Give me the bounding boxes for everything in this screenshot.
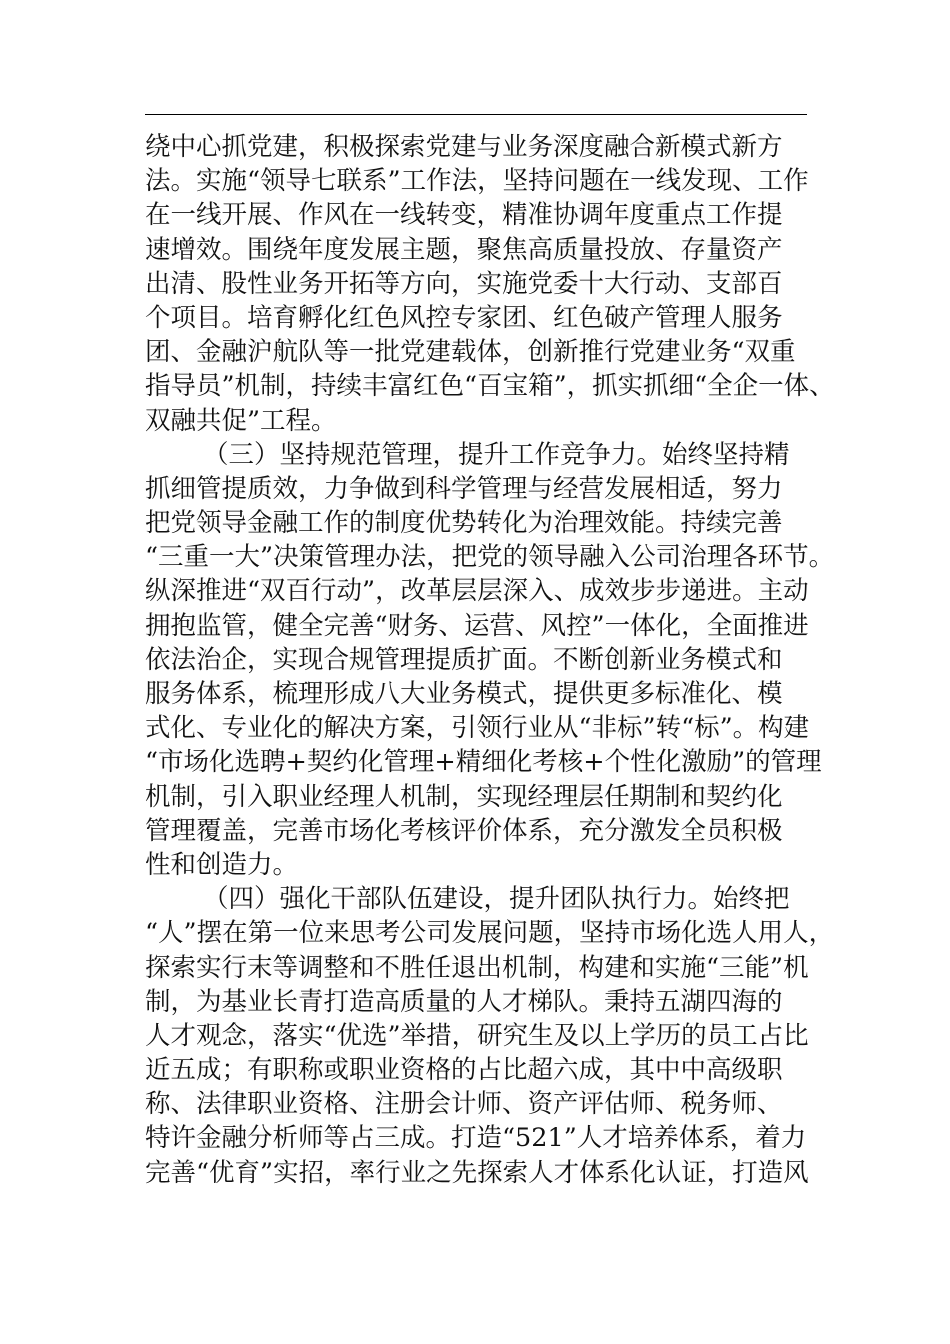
- header-rule: [145, 114, 807, 115]
- text-line: 依法治企，实现合规管理提质扩面。不断创新业务模式和: [145, 644, 783, 675]
- text-line: 个项目。培育孵化红色风控专家团、红色破产管理人服务: [145, 302, 783, 333]
- text-line: 在一线开展、作风在一线转变，精准协调年度重点工作提: [145, 200, 783, 231]
- text-line: 出清、股性业务开拓等方向，实施党委十大行动、支部百: [145, 268, 783, 299]
- text-line: 称、法律职业资格、注册会计师、资产评估师、税务师、: [145, 1089, 783, 1120]
- text-line: 纵深推进“双百行动”，改革层层深入、成效步步递进。主动: [145, 576, 809, 607]
- text-line: 机制，引入职业经理人机制，实现经理层任期制和契约化: [145, 781, 783, 812]
- text-line: 团、金融沪航队等一批党建载体，创新推行党建业务“双重: [145, 337, 796, 368]
- text-line: 式化、专业化的解决方案，引领行业从“非标”转“标”。构建: [145, 713, 810, 744]
- document-body: [145, 130, 835, 1190]
- text-line: 服务体系，梳理形成八大业务模式，提供更多标准化、模: [145, 679, 783, 709]
- section-heading-line: （三）坚持规范管理，提升工作竞争力。始终坚持精: [203, 439, 790, 470]
- text-line: 管理覆盖，完善市场化考核评价体系，充分激发全员积极: [145, 815, 783, 846]
- text-line: 速增效。围绕年度发展主题，聚焦高质量投放、存量资产: [145, 234, 783, 265]
- text-line: 指导员”机制，持续丰富红色“百宝箱”，抓实抓细“全企一体、: [145, 371, 835, 402]
- text-line: 拥抱监管，健全完善“财务、运营、风控”一体化，全面推进: [145, 610, 809, 641]
- text-line: 绕中心抓党建，积极探索党建与业务深度融合新模式新方: [145, 132, 783, 162]
- text-line: “三重一大”决策管理办法，把党的领导融入公司治理各环节。: [145, 542, 835, 573]
- text-line: 制，为基业长青打造高质量的人才梯队。秉持五湖四海的: [145, 986, 783, 1017]
- text-line: 人才观念，落实“优选”举措，研究生及以上学历的员工占比: [145, 1020, 809, 1051]
- text-line: 近五成；有职称或职业资格的占比超六成，其中中高级职: [145, 1055, 783, 1086]
- text-line: 性和创造力。: [145, 849, 299, 880]
- text-line: 法。实施“领导七联系”工作法，坚持问题在一线发现、工作: [145, 166, 809, 197]
- section-heading-line: （四）强化干部队伍建设，提升团队执行力。始终把: [203, 884, 790, 915]
- text-line: “市场化选聘+契约化管理+精细化考核+个性化激励”的管理: [145, 747, 822, 778]
- text-line: 完善“优育”实招，率行业之先探索人才体系化认证，打造风: [145, 1157, 809, 1188]
- text-line: 双融共促”工程。: [145, 405, 337, 436]
- text-line: 探索实行末等调整和不胜任退出机制，构建和实施“三能”机: [145, 952, 809, 983]
- text-line: 抓细管提质效，力争做到科学管理与经营发展相适，努力: [145, 473, 783, 504]
- text-line: “人”摆在第一位来思考公司发展问题，坚持市场化选人用人，: [145, 918, 835, 949]
- text-line: 把党领导金融工作的制度优势转化为治理效能。持续完善: [145, 508, 783, 539]
- text-line: 特许金融分析师等占三成。打造“521”人才培养体系，着力: [145, 1123, 807, 1154]
